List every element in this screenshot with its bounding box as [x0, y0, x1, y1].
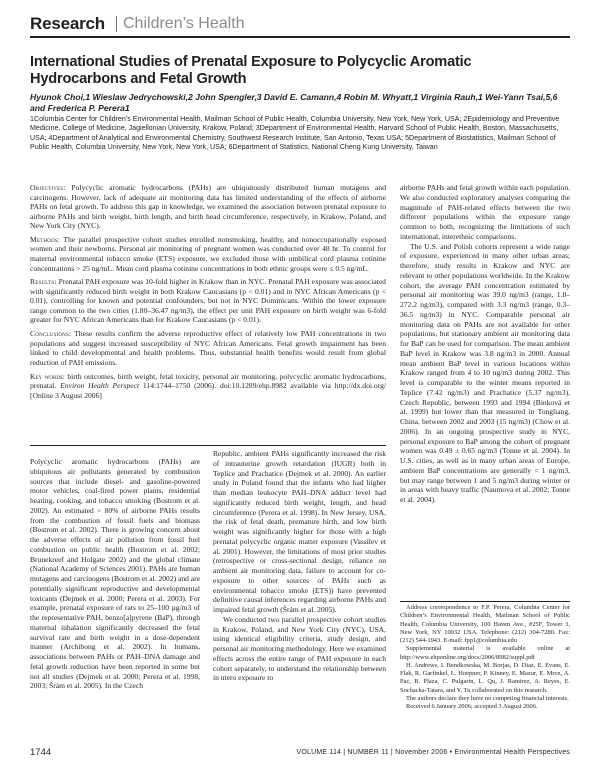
keywords-text: birth outcomes, birth weight, fetal toxicity, personal air monitoring, polycyclic aromatic hydrocarbons, prenatal. [30, 371, 387, 391]
body-paragraph: Republic, ambient PAHs significantly increased the risk of intrauterine growth retardation (IUGR) both in Teplice and Prachatice (Dejmek et al. 2000). An earlier study in Poland found that the infants who had higher than median leukocyte PAH–DNA adduct level had significantly reduced birth weight, length, and head circumference (Perera et al. 1998). In New Jersey, USA, the risk of fetal death, premature birth, and low birth weight was significantly higher for those with a high prenatal polycyclic organic matter exposure (Vassilev et al. 2001). However, the limitations of most prior studies (retrospective or cross-sectional design, reliance on ambient air monitoring data, failure to account for co-exposure to other sources of PAHs such as environmental tobacco smoke (ETS)) have prevented definitive causal inferences regarding airborne PAHs and impaired fetal growth (Šrám et al. 2005). [213, 449, 386, 614]
journal-header [30, 6, 570, 36]
abstract-results [30, 277, 386, 325]
body-paragraph: airborne PAHs and fetal growth within each population. We also conducted exploratory analyses comparing the magnitude of PAH-related effects between the two different populations within the exposure range common to both, recognizing the limitations of such international, interethnic comparisons. [400, 183, 570, 241]
abstract [30, 183, 386, 404]
conclusions-label: Conclusions: [30, 329, 72, 339]
article-title: International Studies of Prenatal Exposure to Polycyclic Aromatic Hydrocarbons and Fetal Growth [30, 54, 472, 87]
correspondence-block [400, 604, 570, 711]
competing-interests-note: The authors declare they have no competing financial interests. [406, 694, 569, 702]
journal-volume-line: VOLUME 114 | NUMBER 11 | November 2006 • Environmental Health Perspectives [296, 749, 570, 756]
author-list: Hyunok Choi,1 Wieslaw Jedrychowski,2 John Spengler,3 David E. Camann,4 Robin M. Whyatt,1 Virginia Rauh,1 Wei-Yann Tsai,5,6 and Frederica P. Perera1 [30, 92, 558, 113]
citation-text: 114:1744–1750 (2006). doi:10.1289/ehp.8982 available via http://dx.doi.org/ [Online 3 August 2006] [30, 381, 386, 400]
header-rule [30, 36, 570, 38]
body-column-2 [213, 449, 386, 683]
abstract-objectives [30, 183, 386, 231]
affiliations: 1Columbia Center for Children’s Environmental Health, Mailman School of Public Health, Columbia University, New York, New York, USA; 2Epidemiology and Preventive Medicine, College of Medicine, Jagiellonian University, Krakow, Poland; 3Department of Environmental Health, Harvard School of Public Health, Boston, Massachusetts, USA; 4Department of Analytical and Environmental Chemistry, Southwest Research Institute, San Antonio, Texas USA; 5Department of Biostatistics, Mailman School of Public Health, Columbia University, New York, New York, USA; 6Department of Statistics, National Cheng Kung University, Taiwan [30, 115, 560, 151]
received-date: Received 6 January 2006; accepted 3 August 2006. [406, 703, 538, 710]
header-section-label: Children’s Health [123, 15, 245, 32]
correspondence-rule [400, 601, 570, 602]
abstract-conclusions [30, 329, 386, 367]
objectives-label: Objectives: [30, 183, 66, 192]
keywords-label: Key words: [30, 371, 65, 381]
body-paragraph: We conducted two parallel prospective cohort studies in Krakow, Poland, and New York City (NYC), USA, using identical eligibility criteria, study design, and personal air monitoring methodology. Here we examined effects across the entire range of PAH exposure in each cohort separately, to understand the relationship between in utero exposure to [213, 614, 386, 683]
results-text: Prenatal PAH exposure was 10-fold higher in Krakow than in NYC. Prenatal PAH exposure was associated with significantly reduced birth weight in both Krakow Caucasians (p < 0.01) and in NYC African Americans (p < 0.01), controlling for known and potential confounders, but not in NYC Dominicans. Within the lower exposure range common to the two cities (1.80–36.47 ng/m3), the effect per unit PAH exposure on birth weight was 6-fold greater for NYC African Americans than for Krakow Caucasians (p < 0.01). [30, 277, 386, 325]
methods-text: The parallel prospective cohort studies enrolled nonsmoking, healthy, and nonoccupationally exposed women and their newborns. Personal air monitoring of pregnant women was conducted over 48 hr. To control for maternal environmental tobacco smoke (ETS) exposure, we excluded those with umbilical cord plasma cotinine concentrations > 25 ng/mL. Mean cord plasma cotinine concentrations in both ethnic groups were ≤ 0.5 ng/mL. [30, 234, 386, 273]
body-paragraph: The U.S. and Polish cohorts represent a wide range of exposure, experienced in many other urban areas; therefore, study results in Krakow and NYC are relevant to other populations worldwide. In the Krakow cohort, the average PAH concentration estimated by personal air monitoring was 39.0 ng/m3 (range, 1.8–272.2 ng/m3), compared with 3.3 ng/m3 (range, 0.3–36.5 ng/m3) in NYC. Comparable personal air monitoring data on PAHs are not available for other populations, but stationary ambient air monitoring data for BaP can be used for comparison. The mean ambient BaP level in Krakow was 3.8 ng/m3 in 2000. Annual mean ambient BaP level in various locations within Krakow ranged from 4 to 10 ng/m3 during 2002. This level is comparable to the winter means reported in Teplice (7.42 ng/m3) and Prachatice (5.37 ng/m3), Czech Republic, between 1993 and 1994 (Binková et al. 1999) but lower than that measured in Tongliang, China, between 2002 and 2003 (15 ng/m3) (Chow et al. 2006). In an ongoing prospective study in NYC, personal exposure to BaP among the cohort of pregnant women was 0.49 ± 0.65 ng/m3 (Tonne et al. 2004). In U.S. cities, as well as in many urban areas of Europe, ambient BaP concentrations are generally < 1 ng/m3, but may range between 1 and 5 ng/m3 during winter or in areas with heavy traffic (Naumova et al. 2002; Tonne et al. 2004). [400, 241, 570, 504]
header-divider [116, 16, 117, 32]
header-research-label: Research [30, 14, 105, 33]
conclusions-text: These results confirm the adverse reproductive effect of relatively low PAH concentrations in two populations and suggest increased susceptibility of NYC African Americans. Fetal growth impairment has been linked to child developmental and health problems. Thus, substantial health benefits would result from global reduction of PAH emissions. [30, 329, 386, 367]
supplemental-note: Supplemental material is available online at http://www.ehponline.org/docs/2006/8982/suppl.pdf [400, 645, 570, 661]
abstract-keywords [30, 372, 386, 401]
body-column-3 [400, 183, 570, 505]
citation-journal: Environ Health Perspect [60, 381, 140, 391]
abstract-methods [30, 235, 386, 273]
abstract-rule [30, 445, 386, 446]
objectives-text: Polycyclic aromatic hydrocarbons (PAHs) are ubiquitously distributed human mutagens and carcinogens. However, lack of adequate air monitoring data has limited understanding of the effects of airborne PAHs on fetal growth. To address this gap in knowledge, we examined the association between prenatal exposure to airborne PAHs and birth weight, birth length, and birth head circumference, respectively, in Krakow, Poland, and New York City (NYC). [30, 183, 386, 231]
methods-label: Methods: [30, 234, 61, 244]
body-column-1 [30, 457, 200, 691]
page-number: 1744 [30, 747, 52, 758]
page-footer [30, 744, 570, 764]
body-paragraph: Polycyclic aromatic hydrocarbons (PAHs) are ubiquitous air pollutants generated by combustion sources that include diesel- and gasoline-powered motor vehicles, coal-fired power plants, residential heating, cooking, and tobacco smoking (Bostrom et al. 2002). An estimated > 80% of airborne PAHs results from the combustion of fossil fuels and biomass (Bostrom et al. 2002). There is growing concern about the adverse effects of air pollution from fossil fuel combustion on public health (Bostrom et al. 2002; Brunekreef and Holgate 2002) and the global climate (National Academy of Sciences 2001). PAHs are human mutagens and carcinogens (Bostrom et al. 2002) and are potentially significant reproductive and developmental toxicants (Dejmek et al. 2000; Perera et al. 2003). For example, prenatal exposure of rats to 25–100 µg/m3 of the representative PAH, benzo[a]pyrene (BaP), through maternal inhalation significantly decreased the fetal survival rate and birth weight in a dose-dependent manner (Archibong et al. 2002). In humans, associations between PAHs or PAH–DNA damage and fetal growth reduction have been reported in some but not all studies (Dejmek et al. 2000; Perera et al. 1998, 2003; Šrám et al. 2005). In the Czech [30, 457, 200, 691]
correspondence-address: Address correspondence to F.P. Perera, Columbia Center for Children’s Environmental Health, Mailman School of Public Health, Columbia University, 100 Haven Ave., #25F, Tower 3, New York, NY 10032 USA. Telephone: (212) 304-7280. Fax: (212) 544-1943. E-mail: fpp1@columbia.edu [400, 604, 570, 644]
results-label: Results: [30, 277, 57, 287]
collaborators-note: H. Andrews, I. Bendkowska, M. Borjas, D. Diaz, E. Evans, E. Flak, R. Garfinkel, L. Hoepner, P. Kinney, E. Mazur, E. Mroz, A. Pac, B. Plaza, C. Pulgarin, L. Qu, J. Ramirez, A. Reyes, E. Sochacka-Tatara, and Y. Tu collaborated on this research. [400, 661, 570, 694]
